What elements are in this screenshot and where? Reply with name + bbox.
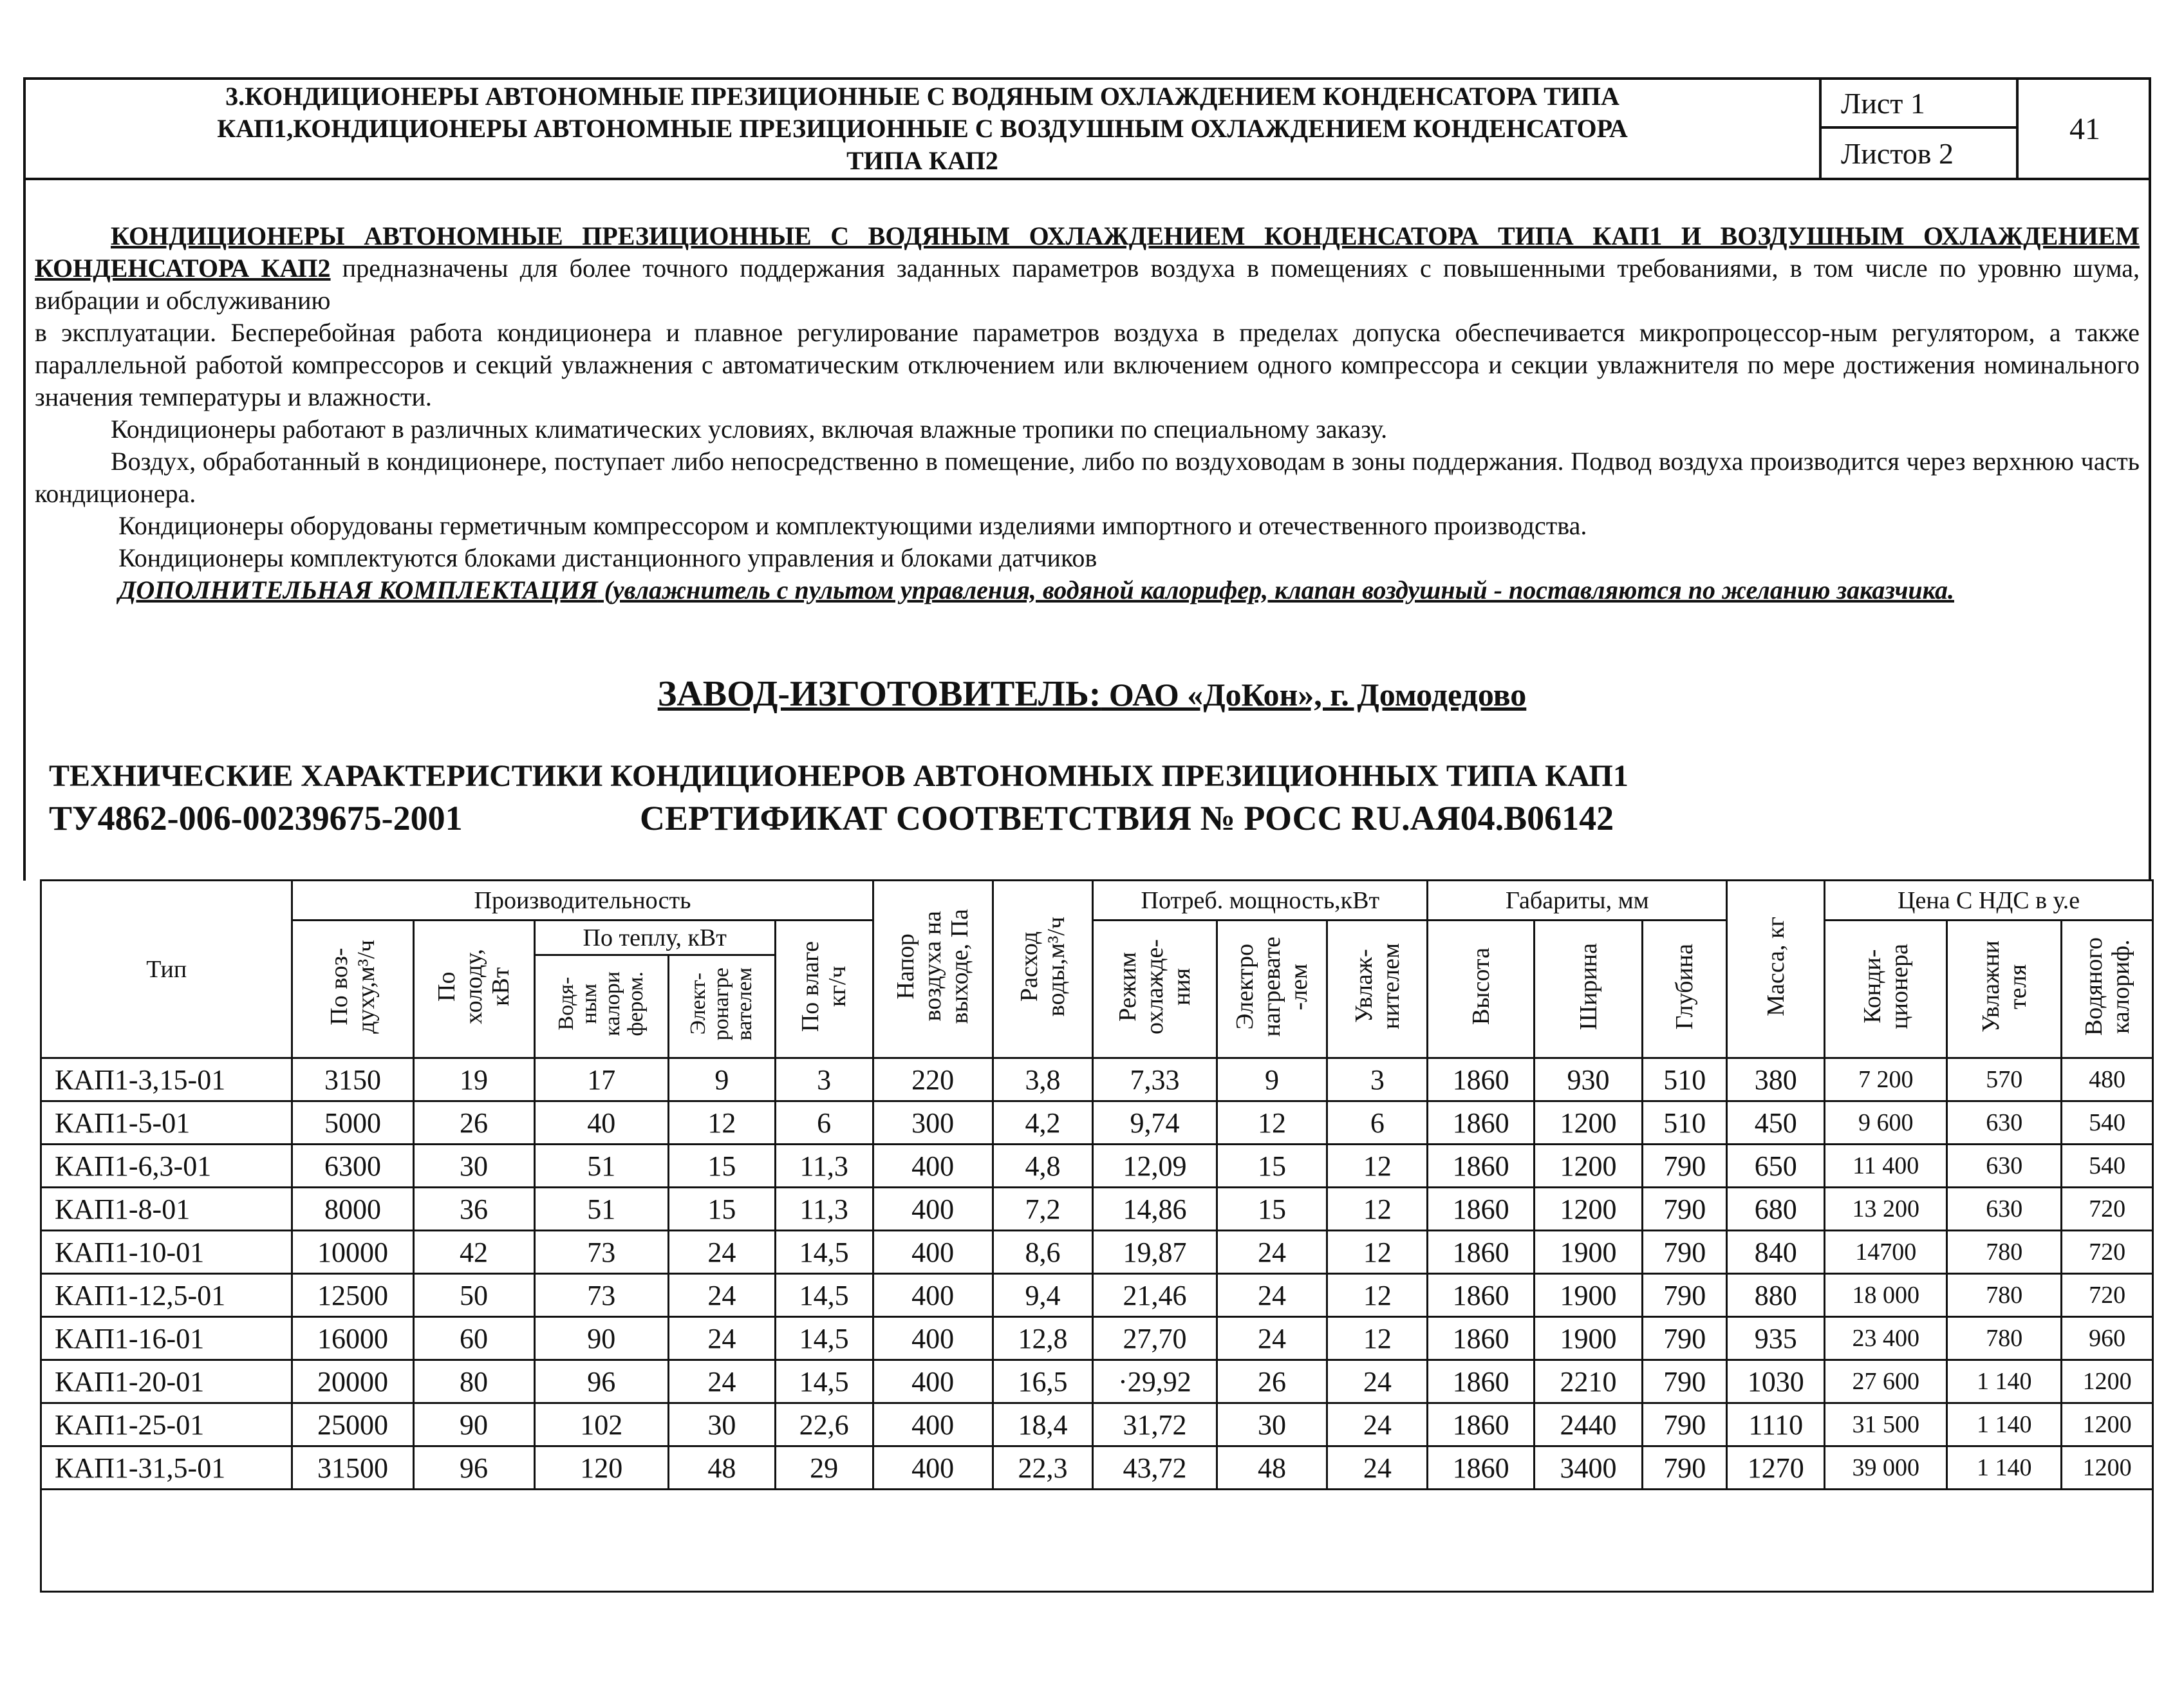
- table-cell: 31500: [292, 1446, 413, 1490]
- table-cell: 14,5: [775, 1274, 873, 1317]
- table-cell: 790: [1642, 1403, 1726, 1446]
- table-cell: 24: [668, 1274, 775, 1317]
- header-depth: [1642, 921, 1726, 1058]
- table-cell: 2210: [1535, 1360, 1643, 1403]
- header-by-moisture-label: По влаге кг/ч: [797, 940, 852, 1033]
- table-cell: 1900: [1535, 1231, 1643, 1274]
- table-cell: 220: [873, 1058, 993, 1101]
- table-cell: 15: [1217, 1145, 1327, 1188]
- intro-paragraph: в эксплуатации. Бесперебойная работа кондиционера и плавное регулирование параметров воздуха в пределах допуска обеспечивается микропроцессор-ным регулятором, а также параллельной работой компрессоров и секций увлажнения с автоматическим отключением или включением одного компрессора и секции увлажнителя по мере достижения номинального значения температуры и влажности.: [35, 318, 2140, 411]
- table-cell: 4,2: [993, 1101, 1093, 1145]
- table-cell: 1200: [2062, 1446, 2153, 1490]
- table-cell: 15: [668, 1145, 775, 1188]
- table-cell: 790: [1642, 1231, 1726, 1274]
- table-cell: 12: [668, 1101, 775, 1145]
- manufacturer-line: [0, 673, 2184, 715]
- header-cooling-mode: [1093, 921, 1217, 1058]
- table-cell: 9,4: [993, 1274, 1093, 1317]
- header-price-heater-label: Водяного калориф.: [2080, 937, 2134, 1036]
- table-cell: 9 600: [1825, 1101, 1947, 1145]
- table-cell: 930: [1535, 1058, 1643, 1101]
- model-name-cell: КАП1-3,15-01: [41, 1058, 292, 1101]
- intro-paragraph: Кондиционеры комплектуются блоками дистанционного управления и блоками датчиков: [118, 543, 1097, 572]
- table-cell: 12: [1327, 1274, 1428, 1317]
- table-cell: 720: [2062, 1231, 2153, 1274]
- table-cell: 1860: [1428, 1317, 1535, 1360]
- table-cell: 400: [873, 1274, 993, 1317]
- table-cell: 24: [1217, 1231, 1327, 1274]
- table-cell: 27 600: [1825, 1360, 1947, 1403]
- table-cell: 5000: [292, 1101, 413, 1145]
- header-electric-heating: [1217, 921, 1327, 1058]
- table-row: [41, 1446, 2153, 1490]
- header-electric-heating-label: Электро нагревате -лем: [1231, 936, 1312, 1037]
- table-cell: 17: [534, 1058, 668, 1101]
- model-name-cell: КАП1-5-01: [41, 1101, 292, 1145]
- intro-text: [35, 220, 2140, 606]
- table-cell: 90: [413, 1403, 534, 1446]
- certificate: СЕРТИФИКАТ СООТВЕТСТВИЯ № РОСС RU.АЯ04.В06142: [640, 799, 1614, 837]
- table-cell: 1200: [1535, 1188, 1643, 1231]
- table-cell: 12: [1327, 1145, 1428, 1188]
- table-cell: 840: [1727, 1231, 1825, 1274]
- table-cell: 14,86: [1093, 1188, 1217, 1231]
- table-cell: 14,5: [775, 1231, 873, 1274]
- table-cell: 3: [775, 1058, 873, 1101]
- table-cell: 22,6: [775, 1403, 873, 1446]
- table-cell: 780: [1947, 1274, 2062, 1317]
- table-cell: 19: [413, 1058, 534, 1101]
- table-cell: 450: [1727, 1101, 1825, 1145]
- table-cell: 12,8: [993, 1317, 1093, 1360]
- table-cell: 48: [1217, 1446, 1327, 1490]
- header-pressure-label: Напор воздуха на выходе, Па: [892, 909, 974, 1024]
- table-cell: 30: [1217, 1403, 1327, 1446]
- table-cell: 24: [668, 1231, 775, 1274]
- table-cell: 43,72: [1093, 1446, 1217, 1490]
- model-name-cell: КАП1-31,5-01: [41, 1446, 292, 1490]
- table-cell: 780: [1947, 1231, 2062, 1274]
- table-cell: 1860: [1428, 1446, 1535, 1490]
- table-cell: 400: [873, 1231, 993, 1274]
- header-height: [1428, 921, 1535, 1058]
- table-cell: 1900: [1535, 1274, 1643, 1317]
- frame-left-border: [23, 180, 26, 881]
- header-humidifier: [1327, 921, 1428, 1058]
- header-width-label: Ширина: [1574, 942, 1602, 1031]
- table-cell: 13 200: [1825, 1188, 1947, 1231]
- spec-table-body: [41, 1058, 2153, 1592]
- header-price: Цена С НДС в у.е: [1825, 881, 2153, 921]
- table-cell: 16,5: [993, 1360, 1093, 1403]
- additional-text: (увлажнитель с пультом управления, водяной калорифер, клапан воздушный - поставляются по желанию заказчика.: [597, 575, 1954, 604]
- table-cell: 25000: [292, 1403, 413, 1446]
- table-row: [41, 1231, 2153, 1274]
- table-cell: 23 400: [1825, 1317, 1947, 1360]
- table-cell: 51: [534, 1188, 668, 1231]
- table-cell: 50: [413, 1274, 534, 1317]
- table-cell: 51: [534, 1145, 668, 1188]
- table-cell: 1030: [1727, 1360, 1825, 1403]
- sheets-total: Листов 2: [1841, 136, 1954, 170]
- header-by-moisture: [775, 921, 873, 1058]
- table-cell: 630: [1947, 1145, 2062, 1188]
- intro-paragraph: Кондиционеры работают в различных климатических условиях, включая влажные тропики по специальному заказу.: [111, 415, 1388, 444]
- header-water-heater-label: Водя- ным калори фером.: [554, 971, 648, 1036]
- table-cell: 3150: [292, 1058, 413, 1101]
- table-cell: 15: [1217, 1188, 1327, 1231]
- table-cell: ·29,92: [1093, 1360, 1217, 1403]
- manufacturer-name: ОАО «ДоКон», г. Домодедово: [1101, 677, 1527, 713]
- table-cell: 6300: [292, 1145, 413, 1188]
- table-cell: 12,09: [1093, 1145, 1217, 1188]
- table-cell: 19,87: [1093, 1231, 1217, 1274]
- table-cell: 510: [1642, 1101, 1726, 1145]
- table-cell: 73: [534, 1274, 668, 1317]
- model-name-cell: КАП1-25-01: [41, 1403, 292, 1446]
- header-by-cold-label: По холоду, кВт: [433, 949, 515, 1024]
- title-line: 3.КОНДИЦИОНЕРЫ АВТОНОМНЫЕ ПРЕЗИЦИОННЫЕ С ВОДЯНЫМ ОХЛАЖДЕНИЕМ КОНДЕНСАТОРА ТИПА: [225, 82, 1619, 111]
- document-title: [26, 80, 1822, 178]
- header-by-air-label: По воз- духу,м³/ч: [325, 939, 380, 1034]
- intro-paragraph: Кондиционеры оборудованы герметичным компрессором и комплектующими изделиями импортного и отечественного производства.: [118, 511, 1587, 540]
- table-cell: 7 200: [1825, 1058, 1947, 1101]
- table-cell: 14,5: [775, 1360, 873, 1403]
- table-row: [41, 1360, 2153, 1403]
- table-cell: 14700: [1825, 1231, 1947, 1274]
- table-cell: 790: [1642, 1188, 1726, 1231]
- table-cell: 9,74: [1093, 1101, 1217, 1145]
- table-cell: 73: [534, 1231, 668, 1274]
- table-cell: 1860: [1428, 1101, 1535, 1145]
- table-cell: 48: [668, 1446, 775, 1490]
- table-cell: 9: [1217, 1058, 1327, 1101]
- sheet-info: [1822, 80, 2019, 178]
- header-productivity: Производительность: [292, 881, 873, 921]
- table-cell: 1200: [1535, 1145, 1643, 1188]
- table-row: [41, 1274, 2153, 1317]
- table-cell: 2440: [1535, 1403, 1643, 1446]
- table-row: [41, 1145, 2153, 1188]
- sheet-number: Лист 1: [1822, 80, 2016, 129]
- table-cell: 8,6: [993, 1231, 1093, 1274]
- table-cell: 570: [1947, 1058, 2062, 1101]
- table-cell: 20000: [292, 1360, 413, 1403]
- table-cell: 1860: [1428, 1403, 1535, 1446]
- header-pressure: [873, 881, 993, 1058]
- intro-heading-rest: предназначены для более точного поддержания заданных параметров воздуха в помещениях с повышенными требованиями, в том числе по уровню шума, вибрации и обслуживанию: [35, 254, 2140, 315]
- table-cell: 6: [775, 1101, 873, 1145]
- header-cooling-mode-label: Режим охлажде- ния: [1114, 939, 1195, 1034]
- table-cell: 380: [1727, 1058, 1825, 1101]
- table-cell: 880: [1727, 1274, 1825, 1317]
- model-name-cell: КАП1-10-01: [41, 1231, 292, 1274]
- header-price-heater: [2062, 921, 2153, 1058]
- table-cell: 935: [1727, 1317, 1825, 1360]
- table-cell: 21,46: [1093, 1274, 1217, 1317]
- header-humidifier-label: Увлаж- нителем: [1350, 943, 1405, 1030]
- additional-equipment: [35, 574, 2140, 606]
- table-row: [41, 1403, 2153, 1446]
- model-name-cell: КАП1-16-01: [41, 1317, 292, 1360]
- table-cell: 1200: [1535, 1101, 1643, 1145]
- table-cell: 30: [668, 1403, 775, 1446]
- spec-table: [40, 879, 2154, 1593]
- table-cell: 15: [668, 1188, 775, 1231]
- table-cell: 24: [1327, 1403, 1428, 1446]
- table-cell: 96: [413, 1446, 534, 1490]
- table-cell: 790: [1642, 1274, 1726, 1317]
- table-cell: 7,33: [1093, 1058, 1217, 1101]
- table-cell: 9: [668, 1058, 775, 1101]
- table-cell: 42: [413, 1231, 534, 1274]
- table-cell: 3400: [1535, 1446, 1643, 1490]
- table-cell: 510: [1642, 1058, 1726, 1101]
- header-price-unit-label: Конди- ционера: [1858, 944, 1913, 1029]
- header-depth-label: Глубина: [1671, 943, 1699, 1030]
- tech-spec-title: ТЕХНИЧЕСКИЕ ХАРАКТЕРИСТИКИ КОНДИЦИОНЕРОВ АВТОНОМНЫХ ПРЕЗИЦИОННЫХ ТИПА КАП1: [49, 759, 1629, 793]
- table-row: [41, 1058, 2153, 1101]
- header-electric-heater-label: Элект- ронагре вателем: [686, 967, 757, 1041]
- header-power: Потреб. мощность,кВт: [1093, 881, 1428, 921]
- page-number: 41: [2069, 111, 2100, 146]
- table-cell: 300: [873, 1101, 993, 1145]
- header-dimensions: Габариты, мм: [1428, 881, 1727, 921]
- table-cell: 80: [413, 1360, 534, 1403]
- table-cell: 480: [2062, 1058, 2153, 1101]
- header-water-flow-label: Расход воды,м³/ч: [1016, 916, 1070, 1017]
- header-by-heat: По теплу, кВт: [534, 921, 775, 955]
- table-cell: 39 000: [1825, 1446, 1947, 1490]
- frame-right-border: [2149, 180, 2151, 881]
- table-cell: 1200: [2062, 1360, 2153, 1403]
- table-cell: 8000: [292, 1188, 413, 1231]
- table-cell: 40: [534, 1101, 668, 1145]
- table-cell: 10000: [292, 1231, 413, 1274]
- table-cell: 650: [1727, 1145, 1825, 1188]
- table-cell: 400: [873, 1145, 993, 1188]
- header-type: Тип: [41, 881, 292, 1058]
- table-cell: 26: [413, 1101, 534, 1145]
- table-cell: 1270: [1727, 1446, 1825, 1490]
- model-name-cell: КАП1-6,3-01: [41, 1145, 292, 1188]
- table-cell: 24: [1217, 1274, 1327, 1317]
- model-name-cell: КАП1-12,5-01: [41, 1274, 292, 1317]
- table-cell: 12: [1327, 1188, 1428, 1231]
- table-cell: 1200: [2062, 1403, 2153, 1446]
- table-cell: 540: [2062, 1145, 2153, 1188]
- table-cell: 960: [2062, 1317, 2153, 1360]
- table-cell: 24: [668, 1360, 775, 1403]
- table-cell: 3,8: [993, 1058, 1093, 1101]
- manufacturer-label: ЗАВОД-ИЗГОТОВИТЕЛЬ:: [657, 674, 1101, 714]
- table-cell: 1 140: [1947, 1403, 2062, 1446]
- empty-cell: [41, 1490, 2153, 1592]
- table-cell: 400: [873, 1188, 993, 1231]
- table-cell: 96: [534, 1360, 668, 1403]
- table-cell: 1 140: [1947, 1360, 2062, 1403]
- intro-heading: КОНДИЦИОНЕРЫ АВТОНОМНЫЕ ПРЕЗИЦИОННЫЕ С ВОДЯНЫМ ОХЛАЖДЕНИЕМ КОНДЕНСАТОРА ТИПА КАП1 И ВОЗДУШНЫМ ОХЛАЖДЕНИЕМ КОНДЕНСАТОРА КАП2: [35, 221, 2140, 283]
- table-cell: 1860: [1428, 1145, 1535, 1188]
- header-price-humidifier: [1947, 921, 2062, 1058]
- table-cell: 1860: [1428, 1274, 1535, 1317]
- table-cell: 90: [534, 1317, 668, 1360]
- table-cell: 24: [1217, 1317, 1327, 1360]
- table-cell: 26: [1217, 1360, 1327, 1403]
- table-cell: 400: [873, 1360, 993, 1403]
- table-cell: 22,3: [993, 1446, 1093, 1490]
- table-cell: 11,3: [775, 1188, 873, 1231]
- table-cell: 1860: [1428, 1058, 1535, 1101]
- header-mass: [1727, 881, 1825, 1058]
- table-cell: 790: [1642, 1446, 1726, 1490]
- header-by-air: [292, 921, 413, 1058]
- table-cell: 630: [1947, 1188, 2062, 1231]
- table-cell: 7,2: [993, 1188, 1093, 1231]
- table-cell: 29: [775, 1446, 873, 1490]
- intro-paragraph: Воздух, обработанный в кондиционере, поступает либо непосредственно в помещение, либо по воздуховодам в зоны поддержания. Подвод воздуха производится через верхнюю часть кондиционера.: [35, 447, 2140, 508]
- table-cell: 780: [1947, 1317, 2062, 1360]
- table-cell: 400: [873, 1317, 993, 1360]
- table-cell: 680: [1727, 1188, 1825, 1231]
- table-cell: 14,5: [775, 1317, 873, 1360]
- header-water-flow: [993, 881, 1093, 1058]
- table-cell: 36: [413, 1188, 534, 1231]
- additional-label: ДОПОЛНИТЕЛЬНАЯ КОМПЛЕКТАЦИЯ: [118, 575, 598, 604]
- table-cell: 720: [2062, 1274, 2153, 1317]
- table-cell: 60: [413, 1317, 534, 1360]
- table-cell: 24: [668, 1317, 775, 1360]
- table-cell: 1900: [1535, 1317, 1643, 1360]
- table-cell: 790: [1642, 1317, 1726, 1360]
- tech-spec-tu: ТУ4862-006-00239675-2001: [49, 799, 463, 837]
- table-cell: 790: [1642, 1145, 1726, 1188]
- table-cell: 400: [873, 1403, 993, 1446]
- table-cell: 12: [1327, 1317, 1428, 1360]
- title-line: ТИПА КАП2: [846, 146, 998, 175]
- header-water-heater: [534, 955, 668, 1058]
- table-cell: 12500: [292, 1274, 413, 1317]
- table-cell: 18 000: [1825, 1274, 1947, 1317]
- table-cell: 3: [1327, 1058, 1428, 1101]
- header-by-cold: [413, 921, 534, 1058]
- table-row: [41, 1188, 2153, 1231]
- header-mass-label: Масса, кг: [1762, 917, 1789, 1016]
- table-cell: 31 500: [1825, 1403, 1947, 1446]
- header-electric-heater: [668, 955, 775, 1058]
- empty-table-row: [41, 1490, 2153, 1592]
- table-cell: 630: [1947, 1101, 2062, 1145]
- header-box: [23, 77, 2151, 180]
- table-cell: 11,3: [775, 1145, 873, 1188]
- table-cell: 11 400: [1825, 1145, 1947, 1188]
- table-cell: 24: [1327, 1446, 1428, 1490]
- table-cell: 1 140: [1947, 1446, 2062, 1490]
- table-cell: 790: [1642, 1360, 1726, 1403]
- table-cell: 120: [534, 1446, 668, 1490]
- table-cell: 12: [1327, 1231, 1428, 1274]
- table-cell: 1860: [1428, 1231, 1535, 1274]
- header-height-label: Высота: [1467, 948, 1495, 1025]
- table-cell: 1860: [1428, 1360, 1535, 1403]
- header-width: [1535, 921, 1643, 1058]
- spec-table-wrapper: [40, 879, 2154, 1593]
- table-cell: 1110: [1727, 1403, 1825, 1446]
- table-cell: 27,70: [1093, 1317, 1217, 1360]
- header-price-humidifier-label: Увлажни теля: [1977, 940, 2031, 1033]
- table-cell: 24: [1327, 1360, 1428, 1403]
- intro-paragraph: [35, 220, 2140, 317]
- table-cell: 4,8: [993, 1145, 1093, 1188]
- table-row: [41, 1101, 2153, 1145]
- table-cell: 400: [873, 1446, 993, 1490]
- header-price-unit: [1825, 921, 1947, 1058]
- table-cell: 102: [534, 1403, 668, 1446]
- table-cell: 30: [413, 1145, 534, 1188]
- table-cell: 12: [1217, 1101, 1327, 1145]
- table-cell: 1860: [1428, 1188, 1535, 1231]
- table-cell: 18,4: [993, 1403, 1093, 1446]
- table-cell: 16000: [292, 1317, 413, 1360]
- model-name-cell: КАП1-8-01: [41, 1188, 292, 1231]
- table-cell: 540: [2062, 1101, 2153, 1145]
- table-cell: 6: [1327, 1101, 1428, 1145]
- table-cell: 31,72: [1093, 1403, 1217, 1446]
- table-row: [41, 1317, 2153, 1360]
- model-name-cell: КАП1-20-01: [41, 1360, 292, 1403]
- table-cell: 720: [2062, 1188, 2153, 1231]
- title-line: КАП1,КОНДИЦИОНЕРЫ АВТОНОМНЫЕ ПРЕЗИЦИОННЫЕ С ВОЗДУШНЫМ ОХЛАЖДЕНИЕМ КОНДЕНСАТОРА: [217, 114, 1628, 143]
